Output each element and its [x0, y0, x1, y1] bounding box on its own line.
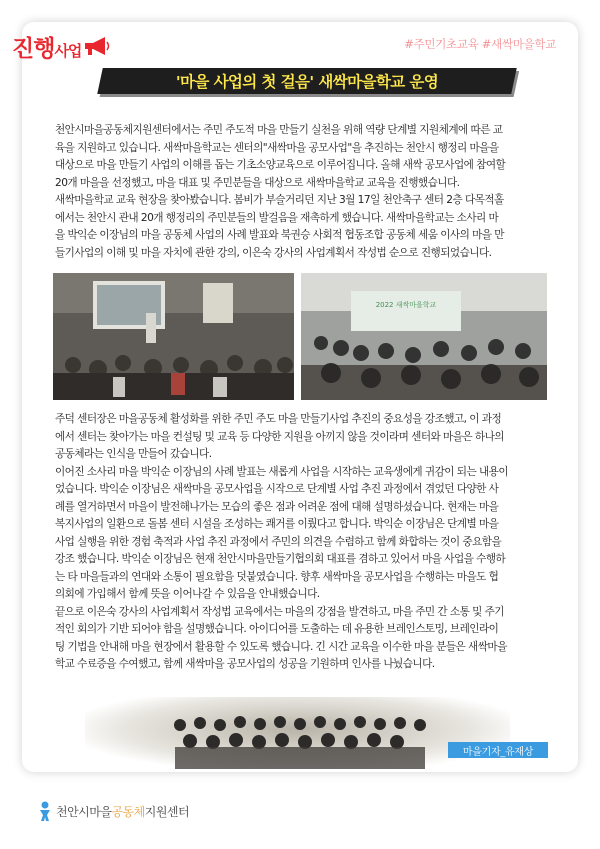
text-line: 들기사업의 이해 및 마을 자치에 관한 강의, 이은숙 강사의 사업계획서 작성법 순으로 진행되었습니다. [55, 246, 492, 259]
text-line: 례를 열거하면서 마을이 발전해나가는 모습의 좋은 점과 어려운 점에 대해 설명하셨습니다. 현재는 마을 [55, 500, 499, 513]
text-line: 강조 했습니다. 박익순 이장님은 현재 천안시마을만들기협의회 대표를 겸하고 있어서 마을 사업을 수행하 [55, 553, 506, 565]
group-photo [85, 697, 510, 769]
megaphone-icon [83, 35, 111, 57]
audience-photo-drawing [301, 273, 547, 400]
badge-label: 진행사업 [12, 35, 82, 62]
text-line: 20개 마을을 선정했고, 마을 대표 및 주민분들을 대상으로 새싹마을학교 교육을 진행했습니다. [55, 176, 460, 189]
organization-name: 천안시마을공동체지원센터 [56, 804, 190, 819]
audience-photo [301, 273, 547, 400]
text-line: 사업 실행을 위한 경험 축적과 사업 추진 과정에서 주민의 의견을 수렴하고 함께 화합하는 것이 중요함을 [55, 535, 502, 548]
text-line: 의회에 가입해서 함께 뜻을 이어나갈 수 있음을 안내했습니다. [55, 588, 320, 600]
person-logo-icon [38, 801, 52, 821]
text-line: 었습니다. 박익순 이장님은 새싹마을 공모사업을 시작으로 단계별 사업 추진 과정에서 겪었던 다양한 사 [55, 483, 499, 495]
text-line: 적인 회의가 기반 되어야 함을 설명했습니다. 아이디어를 도출하는 데 유용한 브레인스토밍, 브레인라이 [55, 623, 499, 635]
text-line: 이어진 소사리 마을 박익순 이장님의 사례 발표는 새롭게 사업을 시작하는 교육생에게 귀감이 되는 내용이 [55, 465, 509, 478]
group-photo-drawing [85, 697, 510, 769]
section-badge [12, 30, 111, 62]
event-banner-text: 2022 새싹마을학교 [375, 301, 437, 309]
body-paragraph [55, 411, 551, 674]
text-line: 주덕 센터장은 마을공동체 활성화를 위한 주민 주도 마을 만들기사업 추진의 중요성을 강조했고, 이 과정 [55, 413, 502, 425]
text-line: 복지사업의 일환으로 돌봄 센터 시설을 조성하는 쾌거를 이뤘다고 합니다. 박익순 이장님은 단계별 마을 [55, 518, 499, 530]
lecture-photo-drawing [53, 273, 294, 400]
text-line: 천안시마을공동체지원센터에서는 주민 주도적 마을 만들기 실천을 위해 역량 단계별 지원체계에 따른 교 [55, 124, 503, 136]
text-line: 대상으로 마을 만들기 사업의 이해를 돕는 기초소양교육으로 이루어집니다. 올해 새싹 공모사업에 참여할 [55, 159, 506, 171]
text-line: 학교 수료증을 수여했고, 함께 새싹마을 공모사업의 성공을 기원하며 인사를 나눴습니다. [55, 658, 435, 670]
lecture-photo [53, 273, 294, 400]
text-line: 새싹마을학교 교육 현장을 찾아봤습니다. 봄비가 부슬거리던 지난 3월 17일 천안축구 센터 2층 다목적홀 [55, 194, 504, 206]
text-line: 팅 기법을 안내해 마을 현장에서 활용할 수 있도록 했습니다. 긴 시간 교육을 이수한 마을 분들은 새싹마을 [55, 640, 507, 653]
text-line: 에서는 천안시 관내 20개 행정리의 주민분들의 발걸음을 재촉하게 했습니다. 새싹마을학교는 소사리 마 [55, 211, 499, 224]
text-line: 끝으로 이은숙 강사의 사업계획서 작성법 교육에서는 마을의 강점을 발견하고, 마을 주민 간 소통 및 주기 [55, 605, 504, 618]
text-line: 에서 센터는 찾아가는 마을 컨설팅 및 교육 등 다양한 지원을 아끼지 않을 것이라며 센터와 마을은 하나의 [55, 430, 504, 443]
text-line: 육을 지원하고 있습니다. 새싹마을학교는 센터의"새싹마을 공모사업"을 추진하는 천안시 행정리 마을을 [55, 141, 499, 154]
hashtags: #주민기초교육 #새싹마을학교 [404, 37, 556, 51]
footer-logo [38, 800, 189, 822]
text-line: 는 타 마을들과의 연대와 소통이 필요함을 덧붙였습니다. 향후 새싹마을 공모사업을 수행하는 마을도 협 [55, 570, 499, 583]
text-line: 공동체라는 인식을 만들어 갔습니다. [55, 448, 212, 460]
intro-paragraph [55, 122, 551, 262]
reporter-tag: 마을기자_유재상 [448, 742, 548, 758]
article-title: '마을 사업의 첫 걸음' 새싹마을학교 운영 [175, 73, 439, 91]
text-line: 을 박익순 이장님의 마을 공동체 사업의 사례 발표와 북권승 사회적 협동조합 공동체 세움 이사의 마을 만 [55, 229, 504, 241]
